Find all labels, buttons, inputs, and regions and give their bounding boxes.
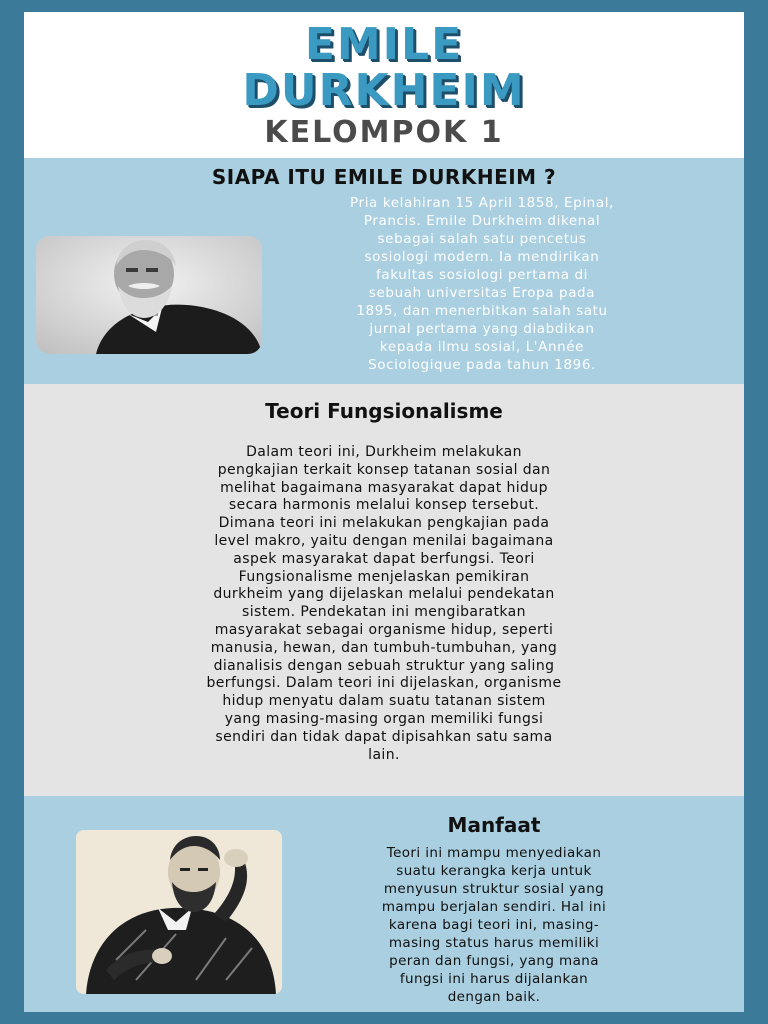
sketch-illustration-graphic <box>76 830 282 994</box>
text-line: dianalisis dengan sebuah struktur yang saling <box>213 657 555 674</box>
text-line: berfungsi. Dalam teori ini dijelaskan, organisme <box>206 675 562 692</box>
text-line: fungsi ini harus dijalankan <box>399 971 589 987</box>
text-line: fakultas sosiologi pertama di <box>375 267 588 283</box>
text-line: sosiologi modern. Ia mendirikan <box>364 249 600 265</box>
text-line: melihat bagaimana masyarakat dapat hidup <box>220 479 548 496</box>
text-line: menyusun struktur sosial yang <box>383 881 605 897</box>
text-line: Dimana teori ini melakukan pengkajian pada <box>218 515 550 532</box>
group-subtitle: KELOMPOK 1 <box>264 115 504 150</box>
text-line: hidup menyatu dalam suatu tatanan sistem <box>222 693 546 710</box>
text-line: aspek masyarakat dapat berfungsi. Teori <box>233 550 535 567</box>
text-line: mampu berjalan sendiri. Hal ini <box>381 899 607 915</box>
section-benefit <box>24 796 744 1012</box>
section-benefit-body <box>314 844 674 1006</box>
text-line: sistem. Pendekatan ini mengibaratkan <box>242 604 526 621</box>
section-benefit-heading: Manfaat <box>447 813 541 837</box>
text-line: sebuah universitas Eropa pada <box>368 285 596 301</box>
text-line: Teori ini mampu menyediakan <box>386 845 602 861</box>
text-line: Pria kelahiran 15 April 1858, Epinal, <box>350 195 614 211</box>
text-line: jurnal pertama yang diabdikan <box>369 321 595 337</box>
text-line: durkheim yang dijelaskan melalui pendekatan <box>213 586 555 603</box>
text-line: suatu kerangka kerja untuk <box>396 863 592 879</box>
portrait-photo-graphic <box>36 236 262 354</box>
text-line: masyarakat sebagai organisme hidup, seperti <box>214 621 554 638</box>
section-theory-body <box>88 444 680 764</box>
text-line: Sociologique pada tahun 1896. <box>368 357 596 373</box>
text-line: dengan baik. <box>447 989 541 1005</box>
text-line: sendiri dan tidak dapat dipisahkan satu sama <box>215 728 553 745</box>
text-line: Fungsionalisme menjelaskan pemikiran <box>238 568 530 585</box>
section-theory-heading: Teori Fungsionalisme <box>265 399 503 423</box>
text-line: masing status harus memiliki <box>388 935 600 951</box>
text-line: Dalam teori ini, Durkheim melakukan <box>246 444 522 460</box>
text-line: kepada ilmu sosial, L'Année <box>379 339 585 355</box>
title-line-1: EMILE <box>304 19 464 70</box>
text-line: level makro, yaitu dengan menilai bagaimana <box>214 532 554 549</box>
text-line: Prancis. Emile Durkheim dikenal <box>363 213 601 229</box>
text-line: lain. <box>368 746 400 763</box>
text-line: manusia, hewan, dan tumbuh-tumbuhan, yang <box>210 639 558 656</box>
text-line: pengkajian terkait konsep tatanan sosial dan <box>217 461 551 478</box>
text-line: 1895, dan menerbitkan salah satu <box>356 303 608 319</box>
section-who-body <box>272 194 692 374</box>
title-line-2: DURKHEIM <box>242 65 526 116</box>
text-line: peran dan fungsi, yang mana <box>389 953 599 969</box>
durkheim-portrait-photo <box>36 236 262 354</box>
text-line: secara harmonis melalui konsep tersebut. <box>228 497 540 514</box>
text-line: karena bagi teori ini, masing- <box>388 917 600 933</box>
text-line: sebagai salah satu pencetus <box>377 231 587 247</box>
durkheim-sketch-illustration <box>76 830 282 994</box>
section-who <box>24 158 744 384</box>
poster <box>24 12 744 1012</box>
text-line: yang masing-masing organ memiliki fungsi <box>224 710 544 727</box>
section-who-heading: SIAPA ITU EMILE DURKHEIM ? <box>211 165 557 189</box>
poster-header <box>24 12 744 158</box>
section-theory <box>24 384 744 796</box>
